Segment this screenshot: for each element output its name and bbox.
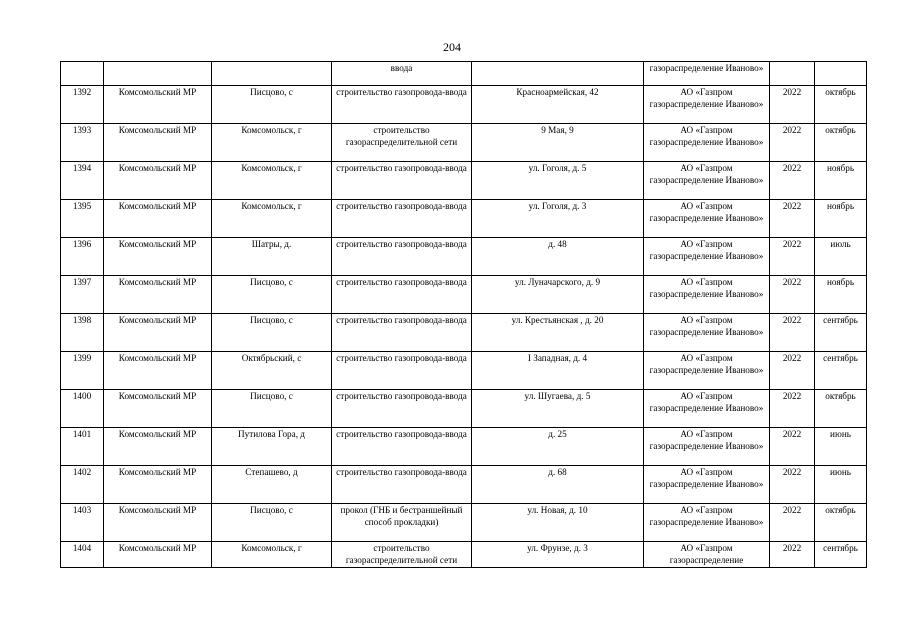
cell-address: ул. Новая, д. 10 bbox=[472, 504, 644, 542]
cell-org: АО «Газпром газораспределение Иваново» bbox=[644, 428, 770, 466]
table-row bbox=[61, 238, 867, 276]
gasification-table bbox=[60, 61, 867, 568]
cell-district: Комсомольский МР bbox=[104, 504, 212, 542]
cell-year: 2022 bbox=[770, 86, 815, 124]
cell-num: 1403 bbox=[61, 504, 104, 542]
cell-num: 1399 bbox=[61, 352, 104, 390]
cell-locality: Степашево, д bbox=[212, 466, 332, 504]
cell-address: ул. Фрунзе, д. 3 bbox=[472, 542, 644, 568]
cell-work: строительство газораспределительной сети bbox=[332, 124, 472, 162]
table-row bbox=[61, 124, 867, 162]
cell-work: строительство газораспределительной сети bbox=[332, 542, 472, 568]
cell-work: строительство газопровода-ввода bbox=[332, 276, 472, 314]
cell-locality bbox=[212, 62, 332, 86]
cell-num: 1398 bbox=[61, 314, 104, 352]
cell-year: 2022 bbox=[770, 352, 815, 390]
cell-year: 2022 bbox=[770, 466, 815, 504]
cell-district: Комсомольский МР bbox=[104, 352, 212, 390]
cell-month: октябрь bbox=[815, 390, 867, 428]
cell-work: строительство газопровода-ввода bbox=[332, 352, 472, 390]
cell-address: ул. Гоголя, д. 3 bbox=[472, 200, 644, 238]
cell-month bbox=[815, 62, 867, 86]
cell-year: 2022 bbox=[770, 162, 815, 200]
cell-year: 2022 bbox=[770, 276, 815, 314]
table-row bbox=[61, 276, 867, 314]
cell-month: июль bbox=[815, 238, 867, 276]
table-row bbox=[61, 428, 867, 466]
cell-address: д. 48 bbox=[472, 238, 644, 276]
cell-district: Комсомольский МР bbox=[104, 276, 212, 314]
cell-locality: Путилова Гора, д bbox=[212, 428, 332, 466]
cell-locality: Писцово, с bbox=[212, 504, 332, 542]
cell-month: октябрь bbox=[815, 124, 867, 162]
cell-num: 1393 bbox=[61, 124, 104, 162]
cell-locality: Писцово, с bbox=[212, 276, 332, 314]
cell-org: АО «Газпром газораспределение Иваново» bbox=[644, 162, 770, 200]
cell-work: строительство газопровода-ввода bbox=[332, 238, 472, 276]
cell-work: строительство газопровода-ввода bbox=[332, 390, 472, 428]
cell-locality: Писцово, с bbox=[212, 86, 332, 124]
cell-address: ул. Гоголя, д. 5 bbox=[472, 162, 644, 200]
cell-work: ввода bbox=[332, 62, 472, 86]
cell-locality: Октябрьский, с bbox=[212, 352, 332, 390]
cell-month: ноябрь bbox=[815, 276, 867, 314]
cell-address: д. 68 bbox=[472, 466, 644, 504]
cell-locality: Комсомольск, г bbox=[212, 124, 332, 162]
cell-work: строительство газопровода-ввода bbox=[332, 428, 472, 466]
table-row bbox=[61, 162, 867, 200]
cell-district: Комсомольский МР bbox=[104, 390, 212, 428]
cell-month: октябрь bbox=[815, 504, 867, 542]
cell-address: д. 25 bbox=[472, 428, 644, 466]
page-number: 204 bbox=[443, 40, 461, 54]
cell-district: Комсомольский МР bbox=[104, 466, 212, 504]
cell-org: АО «Газпром газораспределение Иваново» bbox=[644, 124, 770, 162]
cell-work: строительство газопровода-ввода bbox=[332, 314, 472, 352]
table-row bbox=[61, 86, 867, 124]
cell-num: 1394 bbox=[61, 162, 104, 200]
cell-org: АО «Газпром газораспределение Иваново» bbox=[644, 200, 770, 238]
cell-month: ноябрь bbox=[815, 162, 867, 200]
cell-year: 2022 bbox=[770, 200, 815, 238]
cell-work: прокол (ГНБ и бестраншейный способ прокладки) bbox=[332, 504, 472, 542]
cell-work: строительство газопровода-ввода bbox=[332, 466, 472, 504]
cell-locality: Писцово, с bbox=[212, 314, 332, 352]
cell-district: Комсомольский МР bbox=[104, 162, 212, 200]
cell-year: 2022 bbox=[770, 542, 815, 568]
cell-locality: Комсомольск, г bbox=[212, 542, 332, 568]
cell-num: 1396 bbox=[61, 238, 104, 276]
cell-org: АО «Газпром газораспределение bbox=[644, 542, 770, 568]
cell-num: 1392 bbox=[61, 86, 104, 124]
cell-work: строительство газопровода-ввода bbox=[332, 86, 472, 124]
table-row-continuation bbox=[61, 62, 867, 86]
cell-year bbox=[770, 62, 815, 86]
cell-address: ул. Луначарского, д. 9 bbox=[472, 276, 644, 314]
cell-month: октябрь bbox=[815, 86, 867, 124]
cell-address: 9 Мая, 9 bbox=[472, 124, 644, 162]
cell-num bbox=[61, 62, 104, 86]
cell-district: Комсомольский МР bbox=[104, 428, 212, 466]
cell-num: 1395 bbox=[61, 200, 104, 238]
cell-num: 1400 bbox=[61, 390, 104, 428]
cell-month: сентябрь bbox=[815, 314, 867, 352]
cell-district: Комсомольский МР bbox=[104, 542, 212, 568]
cell-month: сентябрь bbox=[815, 542, 867, 568]
cell-work: строительство газопровода-ввода bbox=[332, 162, 472, 200]
cell-org: АО «Газпром газораспределение Иваново» bbox=[644, 504, 770, 542]
cell-num: 1402 bbox=[61, 466, 104, 504]
cell-year: 2022 bbox=[770, 314, 815, 352]
cell-num: 1401 bbox=[61, 428, 104, 466]
table-row bbox=[61, 504, 867, 542]
cell-org: АО «Газпром газораспределение Иваново» bbox=[644, 466, 770, 504]
table-body bbox=[61, 62, 867, 568]
cell-address: ул. Шугаева, д. 5 bbox=[472, 390, 644, 428]
table-row bbox=[61, 314, 867, 352]
cell-year: 2022 bbox=[770, 238, 815, 276]
table-row bbox=[61, 466, 867, 504]
cell-district bbox=[104, 62, 212, 86]
cell-address: ул. Крестьянская , д. 20 bbox=[472, 314, 644, 352]
cell-org: АО «Газпром газораспределение Иваново» bbox=[644, 390, 770, 428]
cell-year: 2022 bbox=[770, 124, 815, 162]
cell-org: АО «Газпром газораспределение Иваново» bbox=[644, 276, 770, 314]
cell-locality: Шатры, д. bbox=[212, 238, 332, 276]
cell-district: Комсомольский МР bbox=[104, 314, 212, 352]
cell-locality: Комсомольск, г bbox=[212, 162, 332, 200]
cell-locality: Писцово, с bbox=[212, 390, 332, 428]
cell-district: Комсомольский МР bbox=[104, 200, 212, 238]
cell-month: июнь bbox=[815, 428, 867, 466]
table-row bbox=[61, 352, 867, 390]
cell-locality: Комсомольск, г bbox=[212, 200, 332, 238]
cell-year: 2022 bbox=[770, 428, 815, 466]
cell-org: газораспределение Иваново» bbox=[644, 62, 770, 86]
cell-org: АО «Газпром газораспределение Иваново» bbox=[644, 314, 770, 352]
cell-month: сентябрь bbox=[815, 352, 867, 390]
table-row bbox=[61, 200, 867, 238]
cell-district: Комсомольский МР bbox=[104, 238, 212, 276]
cell-month: ноябрь bbox=[815, 200, 867, 238]
cell-org: АО «Газпром газораспределение Иваново» bbox=[644, 86, 770, 124]
cell-org: АО «Газпром газораспределение Иваново» bbox=[644, 352, 770, 390]
cell-month: июнь bbox=[815, 466, 867, 504]
cell-address bbox=[472, 62, 644, 86]
cell-org: АО «Газпром газораспределение Иваново» bbox=[644, 238, 770, 276]
cell-year: 2022 bbox=[770, 390, 815, 428]
cell-district: Комсомольский МР bbox=[104, 86, 212, 124]
table-row bbox=[61, 542, 867, 568]
table-row bbox=[61, 390, 867, 428]
cell-address: Красноармейская, 42 bbox=[472, 86, 644, 124]
cell-work: строительство газопровода-ввода bbox=[332, 200, 472, 238]
cell-district: Комсомольский МР bbox=[104, 124, 212, 162]
cell-num: 1404 bbox=[61, 542, 104, 568]
cell-year: 2022 bbox=[770, 504, 815, 542]
cell-num: 1397 bbox=[61, 276, 104, 314]
cell-address: I Западная, д. 4 bbox=[472, 352, 644, 390]
